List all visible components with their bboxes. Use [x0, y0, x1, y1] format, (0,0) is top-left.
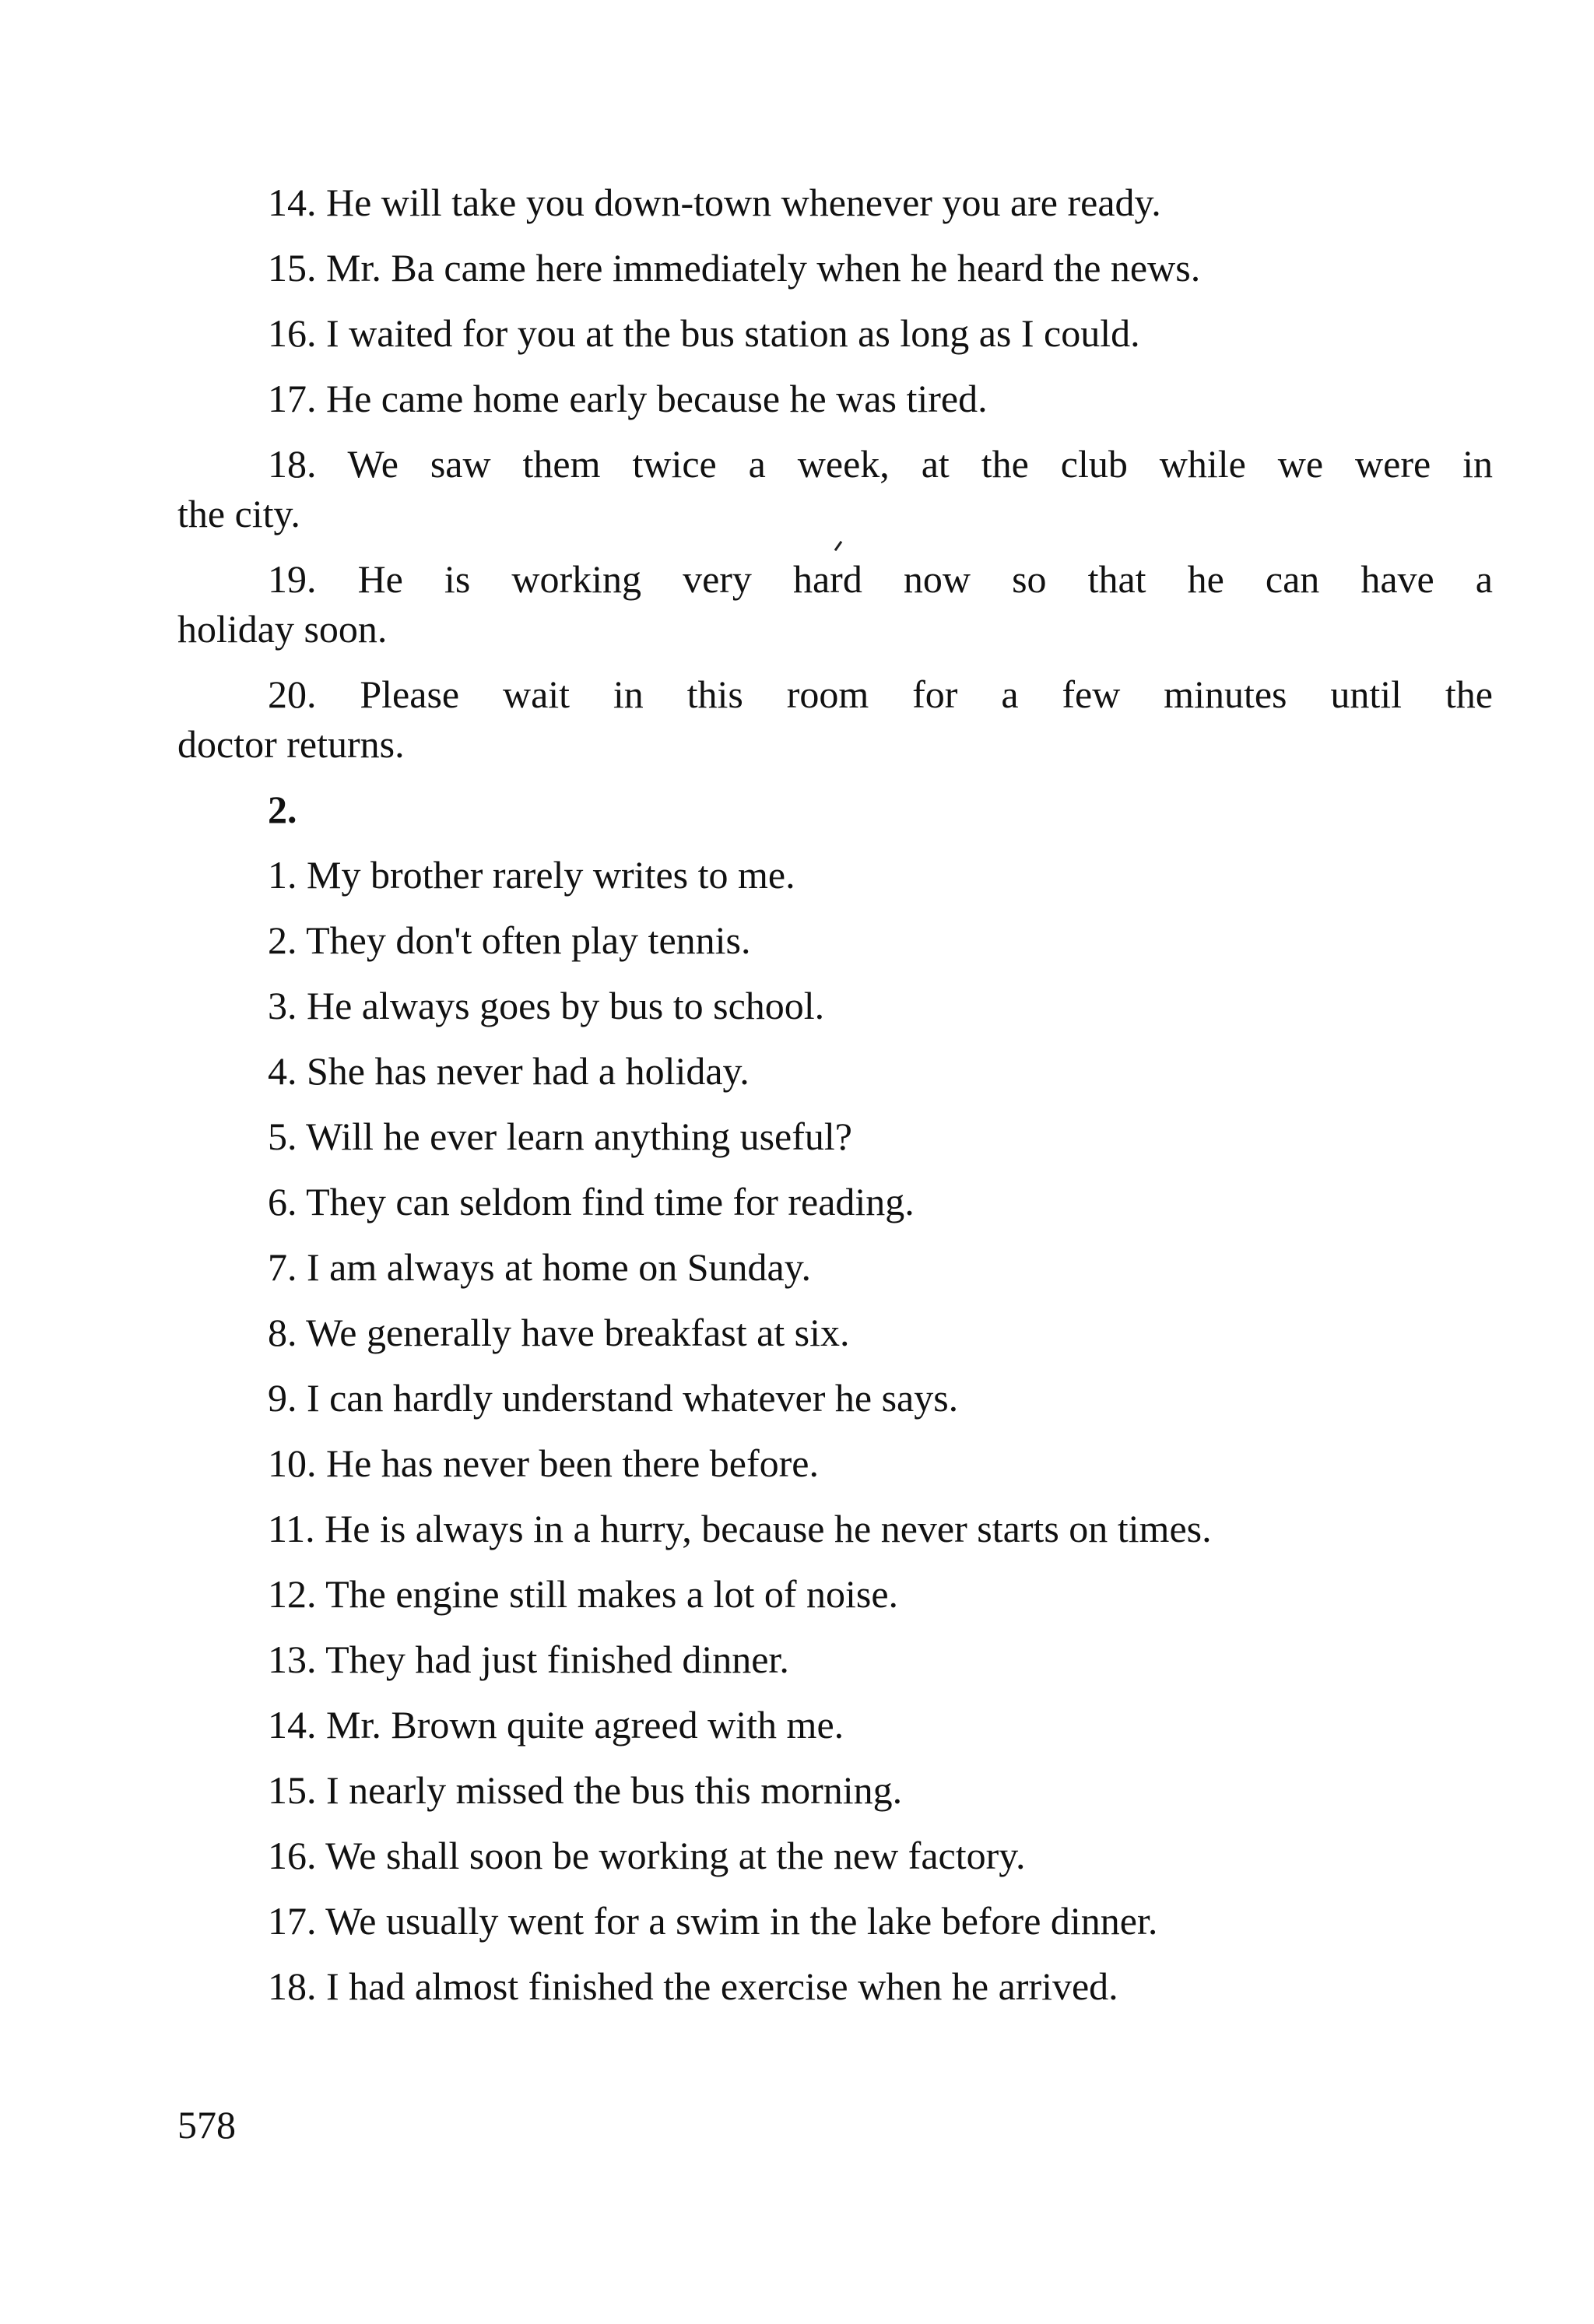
list-item: 14. Mr. Brown quite agreed with me.: [268, 1703, 844, 1747]
list-item: 4. She has never had a holiday.: [268, 1049, 750, 1093]
list-item: 1. My brother rarely writes to me.: [268, 853, 795, 897]
list-item: 17. We usually went for a swim in the lake before dinner.: [268, 1899, 1158, 1943]
item-text-line-1: 19. He is working very hard now so that he can have a: [268, 557, 1493, 601]
item-text-line-1: 18. We saw them twice a week, at the club while we were in: [268, 442, 1493, 486]
list-item: 15. I nearly missed the bus this morning.: [268, 1768, 903, 1812]
list-item: 5. Will he ever learn anything useful?: [268, 1115, 852, 1158]
list-item: 10. He has never been there before.: [268, 1441, 819, 1485]
list-item: 9. I can hardly understand whatever he says.: [268, 1376, 959, 1420]
list-item: [177, 375, 1493, 422]
list-item-wrapped: [177, 556, 1493, 652]
page-number: 578: [177, 2103, 236, 2147]
list-item: 13. They had just finished dinner.: [268, 1638, 789, 1681]
list-item: 18. I had almost finished the exercise when he arrived.: [268, 1964, 1118, 2008]
list-item: 6. They can seldom find time for reading.: [268, 1180, 915, 1223]
item-text-line-2: doctor returns.: [177, 722, 405, 766]
item-text: 17. He came home early because he was tired.: [268, 377, 988, 420]
item-text: 16. I waited for you at the bus station as long as I could.: [268, 311, 1140, 355]
list-item: 7. I am always at home on Sunday.: [268, 1245, 811, 1289]
list-item: [177, 244, 1493, 291]
list-item: [177, 179, 1493, 226]
section-heading: 2.: [268, 788, 297, 831]
item-text-line-2: the city.: [177, 492, 300, 535]
item-text: 14. He will take you down-town whenever you are ready.: [268, 181, 1161, 224]
list-item: 11. He is always in a hurry, because he never starts on times.: [268, 1507, 1212, 1550]
item-text-line-1: 20. Please wait in this room for a few minutes until the: [268, 672, 1493, 716]
list-item: 8. We generally have breakfast at six.: [268, 1311, 850, 1354]
item-text-line-2: holiday soon.: [177, 607, 388, 651]
page-content: [177, 179, 1493, 2028]
list-item: 12. The engine still makes a lot of noise.: [268, 1572, 899, 1616]
list-item-wrapped: [177, 441, 1493, 537]
list-item: 3. He always goes by bus to school.: [268, 984, 825, 1027]
list-item: [177, 310, 1493, 356]
list-item: 16. We shall soon be working at the new factory.: [268, 1834, 1026, 1877]
list-item: 2. They don't often play tennis.: [268, 918, 751, 962]
item-text: 15. Mr. Ba came here immediately when he heard the news.: [268, 246, 1201, 290]
list-item-wrapped: [177, 671, 1493, 767]
